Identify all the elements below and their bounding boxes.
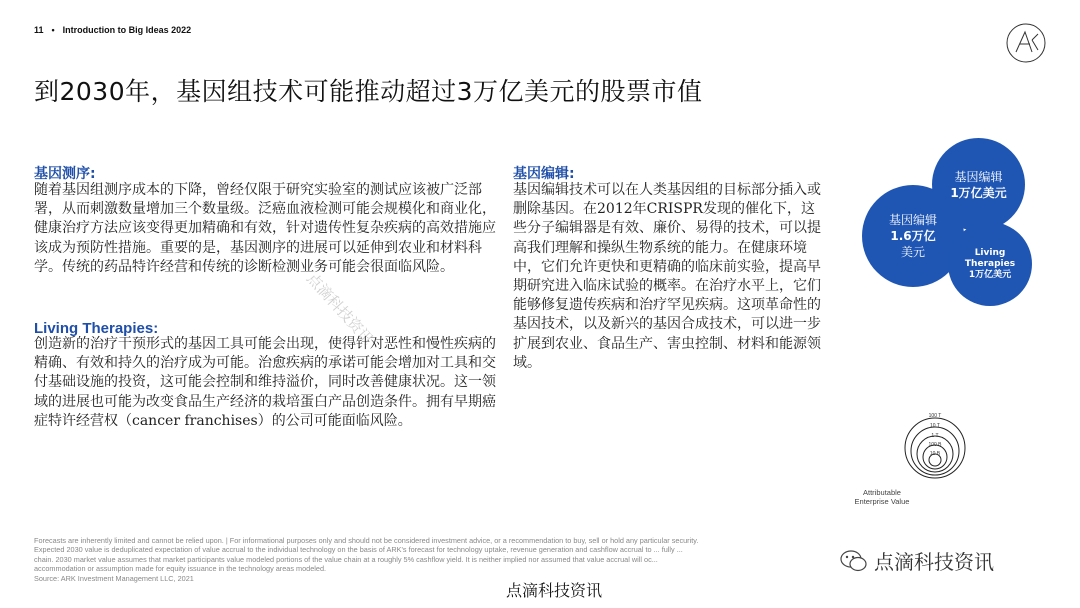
target-caption (848, 488, 916, 506)
living-therapies-text: 创造新的治疗干预形式的基因工具可能会出现，使得针对恶性和慢性疾病的精确、有效和持久的治疗成为可能。治愈疾病的承诺可能会增加对工具和交付基础设施的投资，这可能会控制和维持溢价，同时改善健康状况。这一领域的进展也可能为改变食品生产经济的栽培蛋白产品创造条件。拥有早期癌症特许经营权（cancer franchises）的公司可能面临风险。 (34, 336, 496, 429)
bubble-value: 1万亿美元 (950, 185, 1007, 200)
bubble-unit: 美元 (900, 245, 925, 259)
bubble-label: 基因编辑 (888, 213, 937, 227)
gene-editing-text: 基因编辑技术可以在人类基因组的目标部分插入或删除基因。在2012年CRISPR发现的催化下，这些分子编辑器是有效、廉价、易得的技术，可以提高我们理解和操纵生物系统的能力。在健康环境中，它们允许更快和更精确的临床前实验，提高早期研究进入临床试验的概率。在治疗水平上，它们能够修复遗传疾病和治疗罕见疾病。这项革命性的基因技术，以及新兴的基因合成技术，可以进一步扩展到农业、食品生产、害虫控制、材料和能源领域。 (513, 182, 821, 371)
bubble-value: 1万亿美元 (968, 269, 1012, 280)
ring-label-10t: 10 T (930, 423, 940, 429)
bubble-label-2: Therapies (964, 258, 1016, 269)
ark-logo-icon (1005, 22, 1047, 64)
living-therapies-heading: Living Therapies: (34, 320, 159, 337)
page-title: 到2030年，基因组技术可能推动超过3万亿美元的股票市值 (34, 77, 703, 106)
deck-title: Introduction to Big Ideas 2022 (62, 25, 192, 35)
ring-label-100b: 100 B (928, 442, 942, 448)
living-therapies-value-bubble (948, 222, 1032, 306)
gene-editing-heading: 基因编辑: (513, 166, 575, 182)
target-caption-line2: Enterprise Value (854, 497, 910, 506)
target-caption-line1: Attributable (863, 488, 901, 497)
ring-100b (923, 445, 947, 469)
footnote-line: chain. 2030 market value assumes that market participants value modeled portions of the value chain at a roughly 5% cashflow yield. It is neither implied nor assumed that value accrual will oc... (34, 554, 658, 564)
bottom-watermark: 点滴科技资讯 (506, 581, 603, 600)
deck-header (34, 25, 191, 35)
bubble-label: Living (974, 247, 1006, 258)
wechat-watermark-text: 点滴科技资讯 (874, 550, 994, 574)
ring-label-100t: 100 T (928, 413, 942, 419)
footnote-source: Source: ARK Investment Management LLC, 2021 (34, 573, 194, 583)
footnote-line: accommodation or assumption made for equity issuance in the technology areas modeled. (34, 564, 327, 574)
enterprise-value-target-diagram (895, 400, 975, 480)
bubble-value: 1.6万亿 (890, 229, 936, 243)
footnote-line: Forecasts are inherently limited and cannot be relied upon. | For informational purposes only and should not be considered investment advice, or a recommendation to buy, sell or hold any particular security. (34, 536, 699, 545)
wechat-watermark (840, 546, 994, 575)
page-number: 11 (34, 25, 44, 35)
footnote-line: Expected 2030 value is deduplicated expectation of value accrual to the individual technology on the basis of ARK's forecast for technology uptake, revenue generation and cashflow accrual to ... fully ... (34, 545, 683, 555)
bubble-label: 基因编辑 (954, 169, 1003, 184)
ring-label-1t: 1 T (931, 433, 939, 439)
sequencing-heading: 基因测序: (34, 166, 96, 182)
header-separator: • (51, 25, 55, 35)
diagonal-watermark: 点滴科技资讯 (303, 269, 377, 349)
ring-label-10b: 10 B (929, 451, 941, 457)
sequencing-text: 随着基因组测序成本的下降，曾经仅限于研究实验室的测试应该被广泛部署，从而刺激数量增加三个数量级。泛癌血液检测可能会规模化和商业化，健康治疗方法应该变得更加精确和有效，针对遗传性复杂疾病的高效措施应该成为预防性措施。重要的是，基因测序的进展可以延伸到农业和材料科学。传统的药品特许经营和传统的诊断检测业务可能会很面临风险。 (34, 182, 496, 275)
disclaimer-footnote (34, 536, 904, 583)
wechat-icon (840, 550, 868, 572)
